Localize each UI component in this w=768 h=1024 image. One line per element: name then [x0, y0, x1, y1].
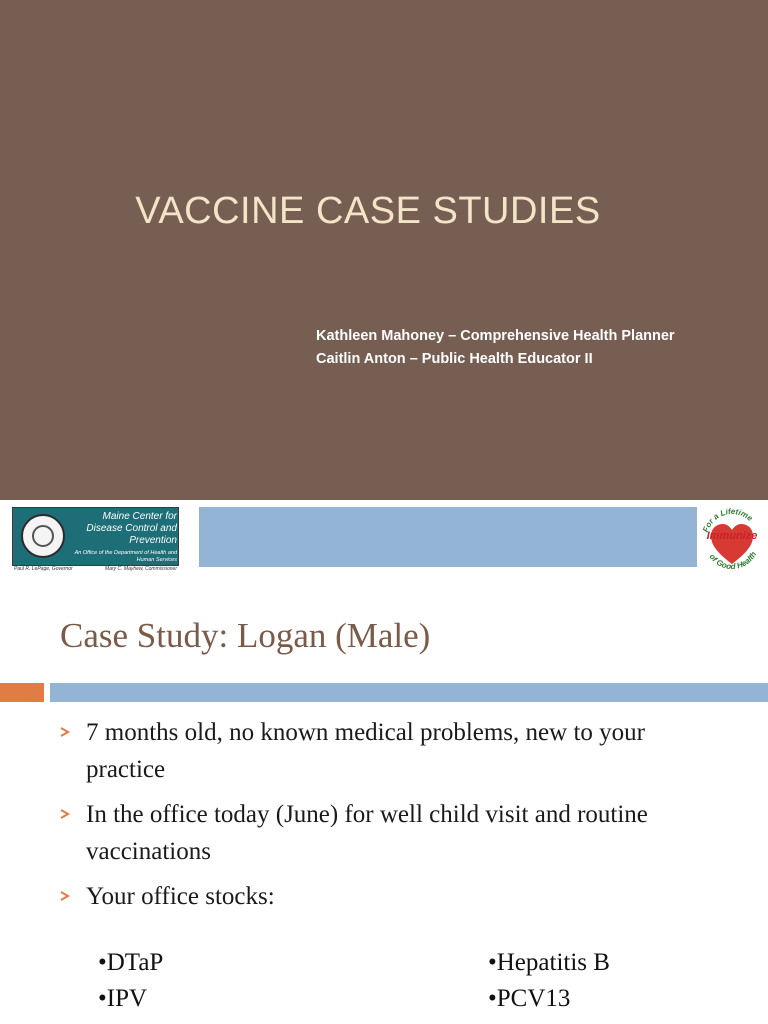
bullet-text: In the office today (June) for well child visit and routine vaccinations	[86, 801, 648, 865]
accent-bar-blue	[50, 683, 768, 702]
case-study-title: Case Study: Logan (Male)	[60, 616, 431, 655]
logo-main-text: Maine Center for Disease Control and Prevention	[86, 511, 177, 546]
governor-caption: Paul R. LePage, Governor	[14, 566, 73, 572]
immunize-text: Immunize	[706, 530, 758, 542]
svg-text:For a Lifetime: For a Lifetime	[701, 506, 755, 534]
authors-block	[316, 325, 675, 371]
stock-item: •IPV	[98, 985, 148, 1012]
bullet-item	[58, 714, 728, 788]
stock-list-left	[98, 945, 163, 1017]
header-banner	[199, 507, 697, 567]
bullet-item	[58, 796, 728, 870]
bullet-text: Your office stocks:	[86, 883, 275, 910]
state-seal-icon	[21, 514, 65, 558]
bullet-text: 7 months old, no known medical problems, new to your practice	[86, 719, 645, 783]
maine-cdc-logo	[12, 507, 179, 566]
stock-item: •PCV13	[488, 985, 571, 1012]
logo-sub-text: An Office of the Department of Health and Human Services	[74, 550, 177, 563]
author-line: Caitlin Anton – Public Health Educator II	[316, 351, 593, 367]
title-slide	[0, 0, 768, 500]
accent-bar-orange	[0, 683, 44, 702]
bullet-arrow-icon	[58, 725, 72, 739]
stock-item: •Hepatitis B	[488, 949, 610, 976]
stock-list-right	[488, 945, 610, 1017]
bullet-arrow-icon	[58, 807, 72, 821]
stock-item: •DTaP	[98, 949, 164, 976]
svg-text:of Good Health: of Good Health	[707, 550, 759, 572]
slide-divider	[0, 500, 768, 504]
commissioner-caption: Mary C. Mayhew, Commissioner	[105, 566, 177, 572]
bullet-arrow-icon	[58, 889, 72, 903]
bullet-list	[58, 714, 728, 923]
immunize-logo	[699, 506, 765, 572]
slide-title: VACCINE CASE STUDIES	[135, 190, 601, 232]
author-line: Kathleen Mahoney – Comprehensive Health Planner	[316, 328, 675, 344]
bullet-item	[58, 878, 728, 915]
